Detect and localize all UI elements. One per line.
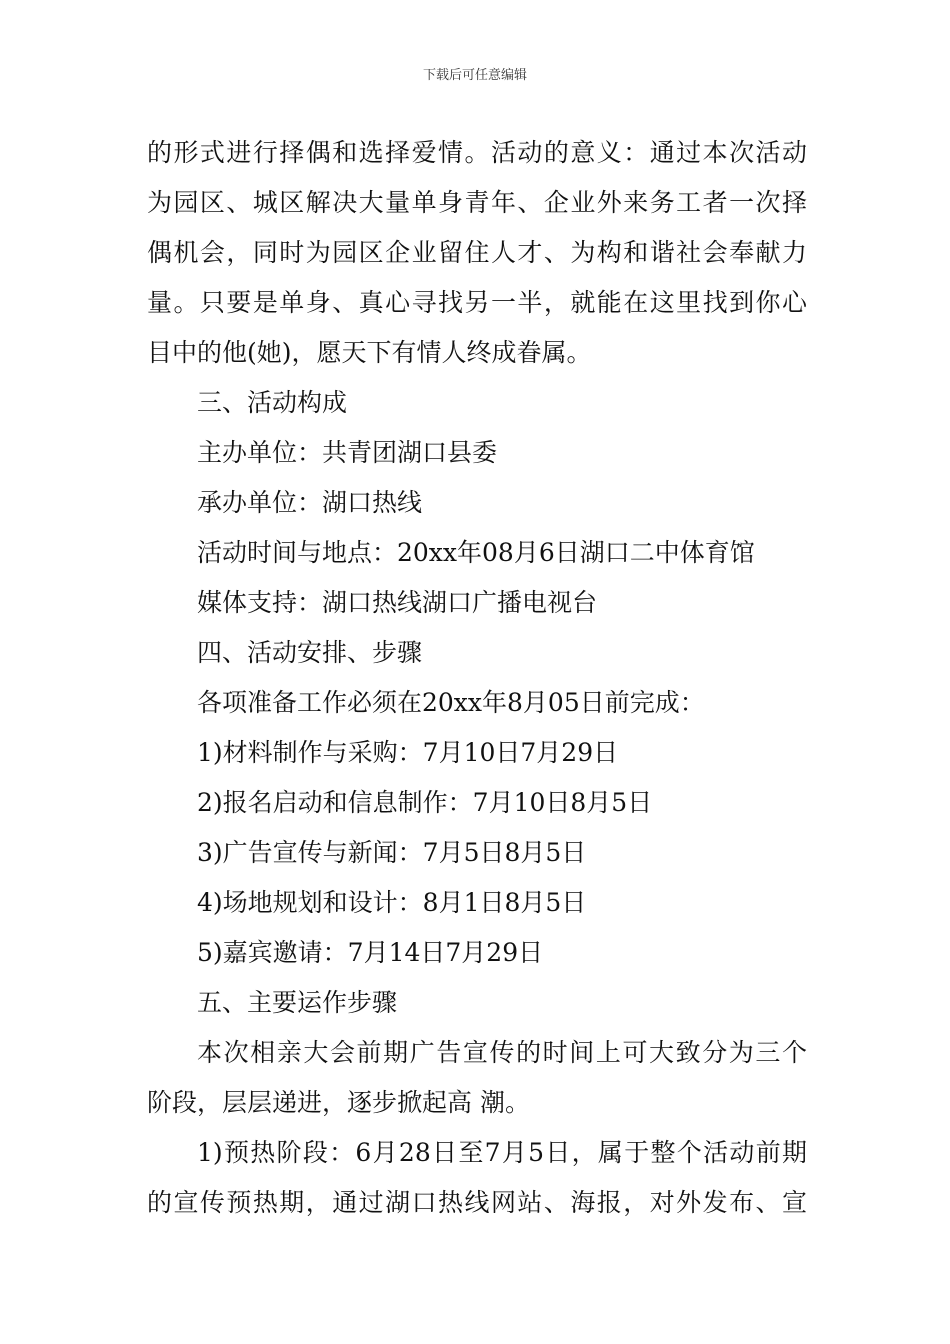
paragraph-line: 5)嘉宾邀请：7月14日7月29日: [197, 938, 544, 967]
paragraph-line: 主办单位：共青团湖口县委: [197, 438, 498, 467]
paragraph-line: 2)报名启动和信息制作：7月10日8月5日: [197, 788, 653, 817]
paragraph-line: 承办单位：湖口热线: [197, 488, 423, 517]
paragraph-line: 量。只要是单身、真心寻找另一半，就能在这里找到你心: [147, 288, 807, 317]
page-header-note: 下载后可任意编辑: [422, 68, 527, 83]
paragraph-line: 三、活动构成: [197, 388, 348, 417]
paragraph-line: 各项准备工作必须在20xx年8月05日前完成：: [197, 688, 705, 717]
paragraph-line: 1)预热阶段：6月28日至7月5日，属于整个活动前期: [197, 1138, 807, 1167]
paragraph-line: 偶机会，同时为园区企业留住人才、为构和谐社会奉献力: [147, 238, 807, 267]
paragraph-line: 1)材料制作与采购：7月10日7月29日: [197, 738, 619, 767]
paragraph-line: 的形式进行择偶和选择爱情。活动的意义：通过本次活动: [147, 138, 807, 167]
paragraph-line: 目中的他(她)，愿天下有情人终成眷属。: [147, 338, 592, 367]
paragraph-line: 4)场地规划和设计：8月1日8月5日: [197, 888, 587, 917]
paragraph-line: 活动时间与地点：20xx年08月6日湖口二中体育馆: [197, 538, 755, 567]
paragraph-line: 本次相亲大会前期广告宣传的时间上可大致分为三个: [197, 1038, 807, 1067]
paragraph-line: 3)广告宣传与新闻：7月5日8月5日: [197, 838, 587, 867]
paragraph-line: 的宣传预热期，通过湖口热线网站、海报，对外发布、宣: [147, 1188, 807, 1217]
paragraph-line: 媒体支持：湖口热线湖口广播电视台: [197, 588, 598, 617]
paragraph-line: 五、主要运作步骤: [197, 988, 398, 1017]
document-body: [147, 128, 807, 1228]
paragraph-line: 阶段，层层递进，逐步掀起高 潮。: [147, 1088, 530, 1117]
paragraph-line: 为园区、城区解决大量单身青年、企业外来务工者一次择: [147, 188, 807, 217]
paragraph-line: 四、活动安排、步骤: [197, 638, 423, 667]
